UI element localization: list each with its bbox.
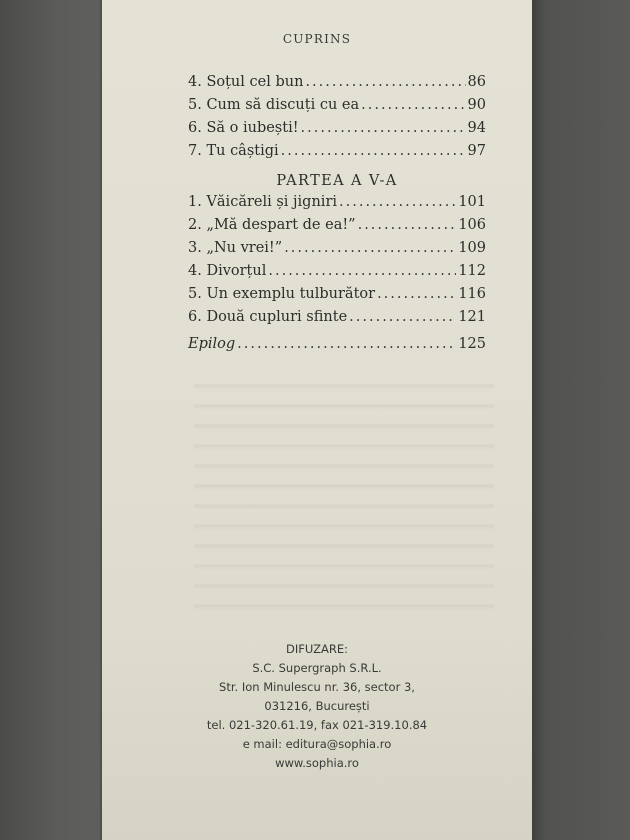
toc-leader-dots — [358, 217, 457, 233]
toc-entry-page: 112 — [458, 263, 486, 279]
distributor-phone: tel. 021-320.61.19, fax 021-319.10.84 — [206, 718, 428, 732]
toc-entry-title: 6. Două cupluri sfinte — [188, 309, 348, 325]
toc-leader-dots — [361, 97, 465, 113]
toc-entry-title: 6. Să o iubești! — [188, 120, 299, 136]
toc-entry-page: 121 — [458, 309, 486, 325]
book-edge-shadow — [532, 0, 630, 840]
toc-entry-page: 116 — [458, 286, 486, 302]
toc-entry-title: 4. Soțul cel bun — [188, 74, 304, 90]
toc-entry-page: 109 — [458, 240, 486, 256]
toc-entry — [188, 143, 486, 166]
show-through-text — [194, 370, 494, 610]
distributor-email: e mail: editura@sophia.ro — [242, 737, 392, 751]
table-of-contents — [188, 74, 486, 359]
toc-entry — [188, 97, 486, 120]
toc-entry-title: 5. Un exemplu tulburător — [188, 286, 376, 302]
toc-entry — [188, 194, 486, 217]
toc-entry — [188, 263, 486, 286]
toc-entry-title: 1. Văicăreli și jigniri — [188, 194, 338, 210]
toc-entry-title: Epilog — [188, 336, 236, 352]
toc-entry — [188, 120, 486, 143]
toc-entry-page: 97 — [467, 143, 486, 159]
toc-leader-dots — [284, 240, 456, 256]
toc-entry — [188, 286, 486, 309]
toc-entry-page: 86 — [467, 74, 486, 90]
toc-entry-title: 2. „Mă despart de ea!” — [188, 217, 356, 233]
toc-entry-page: 125 — [458, 336, 486, 352]
toc-entry-title: 7. Tu câștigi — [188, 143, 279, 159]
toc-leader-dots — [281, 143, 466, 159]
toc-entry-page: 90 — [467, 97, 486, 113]
toc-leader-dots — [339, 194, 456, 210]
toc-leader-dots — [237, 336, 456, 352]
distribution-label: DIFUZARE: — [286, 642, 348, 656]
distributor-company: S.C. Supergraph S.R.L. — [252, 661, 382, 675]
part-heading: PARTEA A V-A — [276, 173, 398, 189]
toc-entry — [188, 74, 486, 97]
toc-entry-page: 94 — [467, 120, 486, 136]
toc-entry-title: 5. Cum să discuți cu ea — [188, 97, 360, 113]
toc-leader-dots — [301, 120, 466, 136]
book-page — [102, 0, 532, 840]
distributor-website: www.sophia.ro — [275, 756, 359, 770]
toc-entry — [188, 217, 486, 240]
toc-leader-dots — [268, 263, 456, 279]
distribution-info — [102, 640, 532, 773]
toc-entry-page: 101 — [458, 194, 486, 210]
toc-entry — [188, 309, 486, 332]
toc-entry-page: 106 — [458, 217, 486, 233]
toc-leader-dots — [305, 74, 465, 90]
toc-entry-epilog — [188, 336, 486, 359]
page-header: CUPRINS — [282, 32, 352, 46]
toc-leader-dots — [349, 309, 456, 325]
toc-entry-title: 4. Divorțul — [188, 263, 267, 279]
toc-leader-dots — [377, 286, 456, 302]
toc-entry — [188, 240, 486, 263]
distributor-city: 031216, București — [264, 699, 370, 713]
toc-entry-title: 3. „Nu vrei!” — [188, 240, 283, 256]
distributor-address: Str. Ion Minulescu nr. 36, sector 3, — [219, 680, 415, 694]
